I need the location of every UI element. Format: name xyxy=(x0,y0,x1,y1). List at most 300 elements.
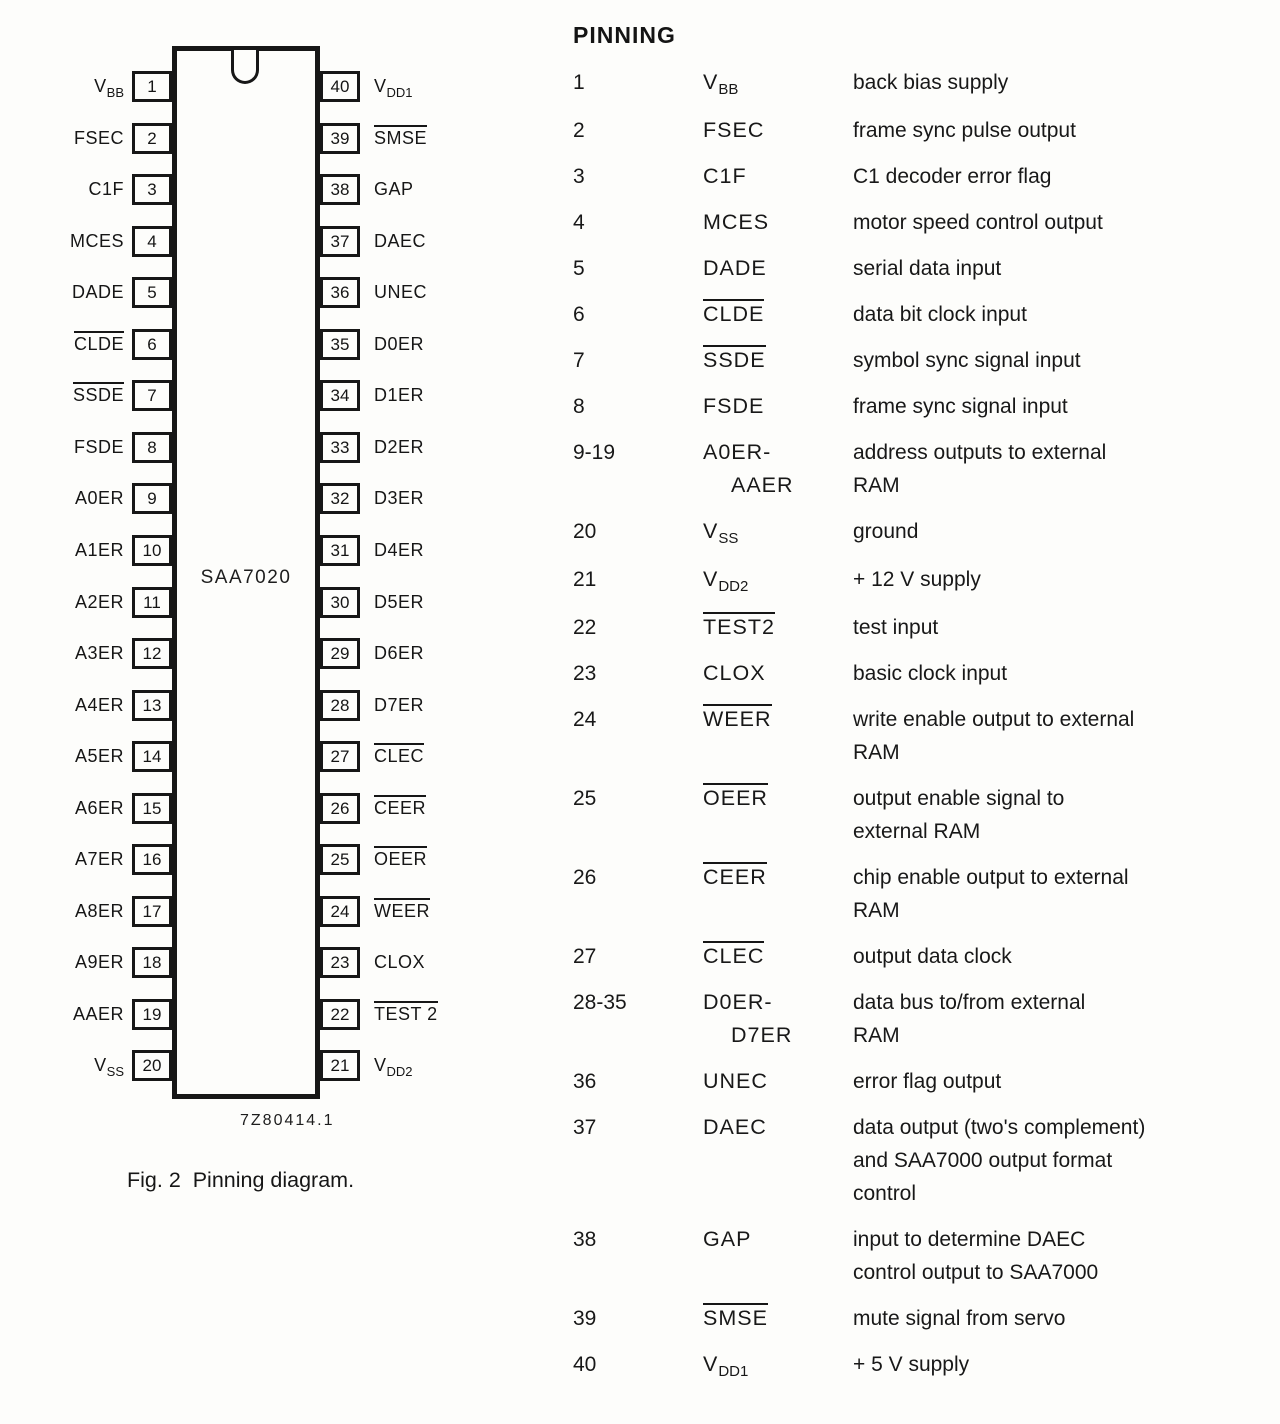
pin-box-32 xyxy=(320,483,360,514)
pin-number: 40 xyxy=(330,76,350,96)
pin-label-3 xyxy=(14,175,124,203)
pin-name-text: V xyxy=(703,567,719,591)
pin-number: 29 xyxy=(330,643,350,663)
table-row xyxy=(573,657,1268,690)
pin-box-36 xyxy=(320,277,360,308)
pin-name-text: A1ER xyxy=(74,540,124,560)
pin-label-22 xyxy=(374,1000,534,1028)
pin-name-cell xyxy=(703,114,853,147)
figure-caption: Fig. 2 Pinning diagram. xyxy=(127,1168,355,1192)
pin-name-line: D7ER xyxy=(731,1023,793,1047)
pin-name-text: A5ER xyxy=(74,746,124,766)
pin-number: 35 xyxy=(330,334,350,354)
pin-name-text: FSEC xyxy=(703,118,765,142)
pin-label-20 xyxy=(14,1051,124,1081)
pin-description-line: and SAA7000 output format xyxy=(853,1149,1113,1172)
pin-description-line: symbol sync signal input xyxy=(853,349,1081,372)
table-row xyxy=(573,611,1268,644)
pin-name-text: UNEC xyxy=(703,1069,768,1093)
pin-description-cell xyxy=(853,206,1268,239)
pin-number-cell: 39 xyxy=(573,1307,597,1330)
pin-name-cell xyxy=(703,1111,853,1210)
pin-name-cell xyxy=(703,1302,853,1335)
pin-label-26 xyxy=(374,794,534,822)
pin-number-cell: 23 xyxy=(573,662,597,685)
pin-number-cell: 4 xyxy=(573,211,585,234)
pin-description-line: control output to SAA7000 xyxy=(853,1261,1099,1284)
pin-name-text: D5ER xyxy=(374,592,425,612)
pin-description-cell xyxy=(853,160,1268,193)
pin-name-text: D7ER xyxy=(374,695,425,715)
pin-number: 26 xyxy=(330,798,350,818)
pin-box-20 xyxy=(132,1050,172,1081)
table-row xyxy=(573,206,1268,239)
pin-description-line: data bit clock input xyxy=(853,303,1027,326)
pin-name-text: FSDE xyxy=(703,394,765,418)
pin-number-cell: 22 xyxy=(573,616,597,639)
pin-description-line: back bias supply xyxy=(853,71,1009,94)
pin-name-text: DAEC xyxy=(374,231,427,251)
pin-number: 11 xyxy=(143,592,161,612)
pin-name-text: D0ER xyxy=(374,334,425,354)
pin-name-text: UNEC xyxy=(374,282,428,302)
pin-name-subscript: DD2 xyxy=(386,1064,413,1079)
pin-number: 36 xyxy=(330,282,350,302)
pin-name-cell xyxy=(703,390,853,423)
pin-name-cell xyxy=(703,160,853,193)
pin-name-text: V xyxy=(374,76,387,96)
pin-name-cell xyxy=(703,657,853,690)
pin-label-17 xyxy=(14,897,124,925)
table-row xyxy=(573,436,1268,502)
table-row xyxy=(573,1348,1268,1383)
pin-name-text: CLDE xyxy=(703,299,764,327)
table-row xyxy=(573,986,1268,1052)
pin-number-cell: 37 xyxy=(573,1116,597,1139)
pin-label-40 xyxy=(374,72,534,102)
pin-number-cell: 21 xyxy=(573,568,597,591)
pin-label-6 xyxy=(14,330,124,358)
pin-name-text: OEER xyxy=(374,846,427,870)
pin-name-cell xyxy=(703,861,853,927)
pin-number: 25 xyxy=(330,849,350,869)
pin-description-line: control xyxy=(853,1182,917,1205)
pin-box-13 xyxy=(132,690,172,721)
pin-number: 3 xyxy=(147,179,157,199)
pin-name-text: V xyxy=(374,1055,387,1075)
pin-number: 1 xyxy=(147,76,157,96)
pin-label-21 xyxy=(374,1051,534,1081)
pin-label-37 xyxy=(374,227,534,255)
drawing-number: 7Z80414.1 xyxy=(240,1112,335,1129)
pin-number: 15 xyxy=(142,798,162,818)
pin-name-text: MCES xyxy=(69,231,124,251)
pin-number: 38 xyxy=(330,179,350,199)
table-row xyxy=(573,861,1268,927)
pin-label-15 xyxy=(14,794,124,822)
pin-label-33 xyxy=(374,433,534,461)
pin-number-cell: 38 xyxy=(573,1228,597,1251)
pin-name-text: D4ER xyxy=(374,540,425,560)
pin-name-text: CEER xyxy=(703,862,767,890)
pin-number: 2 xyxy=(147,128,157,148)
pin-name-text: D2ER xyxy=(374,437,425,457)
table-row xyxy=(573,1302,1268,1335)
pin-number: 37 xyxy=(330,231,350,251)
pin-name-cell xyxy=(703,515,853,550)
pin-description-cell xyxy=(853,436,1268,502)
pin-description-line: input to determine DAEC xyxy=(853,1228,1086,1251)
table-row xyxy=(573,1111,1268,1210)
pin-box-29 xyxy=(320,638,360,669)
pin-name-text: C1F xyxy=(703,164,747,188)
pin-label-23 xyxy=(374,948,534,976)
pin-name-text: V xyxy=(94,1055,107,1075)
pin-name-subscript: BB xyxy=(106,85,124,100)
pin-number: 31 xyxy=(330,540,350,560)
pin-name-text: CEER xyxy=(374,795,426,819)
pin-box-22 xyxy=(320,999,360,1030)
pin-number-cell: 28-35 xyxy=(573,991,627,1014)
pin-name-text: A7ER xyxy=(74,849,124,869)
pin-name-text: GAP xyxy=(703,1227,752,1251)
table-row xyxy=(573,515,1268,550)
pin-box-23 xyxy=(320,947,360,978)
chip-name: SAA7020 xyxy=(200,567,292,588)
pin-description-cell xyxy=(853,66,1268,101)
pin-label-14 xyxy=(14,742,124,770)
pin-description-cell xyxy=(853,114,1268,147)
pin-description-line: motor speed control output xyxy=(853,211,1103,234)
pin-number: 16 xyxy=(142,849,162,869)
pin-number: 23 xyxy=(330,952,350,972)
pin-number-cell: 7 xyxy=(573,349,585,372)
pin-name-text: SSDE xyxy=(703,345,766,373)
pin-number: 39 xyxy=(330,128,350,148)
pin-label-34 xyxy=(374,381,534,409)
pin-box-11 xyxy=(132,587,172,618)
pin-label-11 xyxy=(14,588,124,616)
pin-name-cell xyxy=(703,611,853,644)
pin-name-text: CLOX xyxy=(703,661,766,685)
pin-name-line: AAER xyxy=(731,473,794,497)
pin-number-cell: 3 xyxy=(573,165,585,188)
pin-box-30 xyxy=(320,587,360,618)
pin-label-27 xyxy=(374,742,534,770)
pin-number: 7 xyxy=(147,385,157,405)
chip-outline xyxy=(172,46,320,1099)
pin-number: 4 xyxy=(147,231,157,251)
table-row xyxy=(573,66,1268,101)
pin-label-4 xyxy=(14,227,124,255)
pin-number-cell: 20 xyxy=(573,520,597,543)
pin-name-cell xyxy=(703,1065,853,1098)
pin-box-16 xyxy=(132,844,172,875)
pin-name-text: A6ER xyxy=(74,798,124,818)
pin-box-3 xyxy=(132,174,172,205)
pin-name-text: C1F xyxy=(88,179,124,199)
pin-description-cell xyxy=(853,1111,1268,1210)
pin-label-10 xyxy=(14,536,124,564)
pin-description-line: external RAM xyxy=(853,820,981,843)
pin-number: 32 xyxy=(330,488,350,508)
pin-name-text: D3ER xyxy=(374,488,425,508)
pin-description-line: data output (two's complement) xyxy=(853,1116,1146,1139)
pin-label-36 xyxy=(374,278,534,306)
pin-name-text: V xyxy=(703,1352,719,1376)
pin-name-text: DADE xyxy=(71,282,124,302)
pin-name-cell xyxy=(703,563,853,598)
pin-label-19 xyxy=(14,1000,124,1028)
table-row xyxy=(573,298,1268,331)
pin-name-text: CLOX xyxy=(374,952,426,972)
pin-name-text: CLDE xyxy=(74,331,124,355)
pin-box-8 xyxy=(132,432,172,463)
pin-number-cell: 24 xyxy=(573,708,597,731)
pin-name-text: TEST2 xyxy=(703,612,775,640)
pin-number-cell: 6 xyxy=(573,303,585,326)
pin-name-text: A0ER xyxy=(74,488,124,508)
pin-description-cell xyxy=(853,1223,1268,1289)
pin-number: 12 xyxy=(142,643,162,663)
pinning-rows xyxy=(573,66,1268,1383)
pin-description-cell xyxy=(853,390,1268,423)
pin-number-cell: 27 xyxy=(573,945,597,968)
pin-name-text: V xyxy=(703,70,719,94)
pin-description-cell xyxy=(853,1348,1268,1383)
pin-description-cell xyxy=(853,657,1268,690)
pin-label-18 xyxy=(14,948,124,976)
pin-name-text: TEST 2 xyxy=(374,1001,438,1025)
pin-name-text: AAER xyxy=(72,1004,124,1024)
pin-label-29 xyxy=(374,639,534,667)
pin-name-text: A8ER xyxy=(74,901,124,921)
pin-number: 6 xyxy=(147,334,157,354)
pin-description-cell xyxy=(853,611,1268,644)
pin-name-cell xyxy=(703,344,853,377)
pin-number: 8 xyxy=(147,437,157,457)
pin-description-cell xyxy=(853,986,1268,1052)
pin-name-text: V xyxy=(703,519,719,543)
pin-box-40 xyxy=(320,71,360,102)
pin-name-text: GAP xyxy=(374,179,414,199)
table-row xyxy=(573,703,1268,769)
pin-name-cell xyxy=(703,1348,853,1383)
pin-box-28 xyxy=(320,690,360,721)
table-row xyxy=(573,940,1268,973)
pin-number: 24 xyxy=(330,901,350,921)
pin-box-6 xyxy=(132,329,172,360)
pin-label-2 xyxy=(14,124,124,152)
table-row xyxy=(573,1223,1268,1289)
pin-number-cell: 26 xyxy=(573,866,597,889)
table-row xyxy=(573,1065,1268,1098)
table-row xyxy=(573,782,1268,848)
pin-number: 19 xyxy=(142,1004,162,1024)
pin-name-line: A0ER- xyxy=(703,440,772,464)
pin-description-cell xyxy=(853,782,1268,848)
pin-name-text: WEER xyxy=(703,704,772,732)
pin-description-line: C1 decoder error flag xyxy=(853,165,1052,188)
pin-number: 33 xyxy=(330,437,350,457)
pin-box-21 xyxy=(320,1050,360,1081)
pin-name-text: DAEC xyxy=(703,1115,767,1139)
pin-number-cell: 2 xyxy=(573,119,585,142)
pin-number-cell: 40 xyxy=(573,1353,597,1376)
pin-description-cell xyxy=(853,1065,1268,1098)
pin-name-text: FSDE xyxy=(73,437,124,457)
pin-label-1 xyxy=(14,72,124,102)
table-row xyxy=(573,160,1268,193)
pin-name-text: A4ER xyxy=(74,695,124,715)
pin-label-9 xyxy=(14,484,124,512)
pin-description-line: frame sync signal input xyxy=(853,395,1068,418)
pin-name-subscript: BB xyxy=(718,81,739,98)
pin-description-line: + 12 V supply xyxy=(853,568,981,591)
pin-name-text: OEER xyxy=(703,783,768,811)
pin-name-subscript: DD1 xyxy=(718,1363,749,1380)
pin-name-cell xyxy=(703,298,853,331)
pin-number: 27 xyxy=(330,746,350,766)
pin-number: 22 xyxy=(330,1004,350,1024)
pin-name-text: CLEC xyxy=(374,743,424,767)
pin-label-7 xyxy=(14,381,124,409)
pin-description-line: error flag output xyxy=(853,1070,1002,1093)
pin-box-19 xyxy=(132,999,172,1030)
pin-number: 18 xyxy=(142,952,162,972)
pin-name-text: A2ER xyxy=(74,592,124,612)
pin-description-line: + 5 V supply xyxy=(853,1353,970,1376)
pin-box-12 xyxy=(132,638,172,669)
pin-name-subscript: SS xyxy=(106,1064,124,1079)
pin-description-cell xyxy=(853,515,1268,550)
pin-box-24 xyxy=(320,896,360,927)
pin-description-line: address outputs to external xyxy=(853,441,1107,464)
pin-label-28 xyxy=(374,691,534,719)
pin-name-text: FSEC xyxy=(73,128,124,148)
pin-number: 21 xyxy=(330,1055,350,1075)
pin-description-line: frame sync pulse output xyxy=(853,119,1076,142)
pin-description-cell xyxy=(853,252,1268,285)
pin-box-27 xyxy=(320,741,360,772)
pin-number: 14 xyxy=(142,746,162,766)
pin-label-38 xyxy=(374,175,534,203)
pin-number: 13 xyxy=(142,695,162,715)
pin-number-cell: 25 xyxy=(573,787,597,810)
pin-name-text: SMSE xyxy=(703,1303,768,1331)
pin-number: 17 xyxy=(142,901,162,921)
pin-box-2 xyxy=(132,123,172,154)
pin-number: 10 xyxy=(142,540,162,560)
pin-number: 30 xyxy=(330,592,350,612)
pin-description-line: serial data input xyxy=(853,257,1002,280)
pin-name-cell xyxy=(703,703,853,769)
pin-description-cell xyxy=(853,940,1268,973)
pin-box-5 xyxy=(132,277,172,308)
pin-number: 28 xyxy=(330,695,350,715)
pin-name-text: D6ER xyxy=(374,643,425,663)
pin-name-subscript: DD1 xyxy=(386,85,413,100)
pin-name-cell xyxy=(703,1223,853,1289)
pin-name-text: A3ER xyxy=(74,643,124,663)
pin-name-cell xyxy=(703,986,853,1052)
pin-name-cell xyxy=(703,436,853,502)
pin-box-26 xyxy=(320,793,360,824)
pin-box-39 xyxy=(320,123,360,154)
pin-description-line: basic clock input xyxy=(853,662,1008,685)
pin-name-subscript: SS xyxy=(718,530,739,547)
pin-name-text: MCES xyxy=(703,210,770,234)
pin-box-18 xyxy=(132,947,172,978)
pinning-table xyxy=(573,22,1268,1396)
pin-number-cell: 8 xyxy=(573,395,585,418)
pin-description-cell xyxy=(853,563,1268,598)
pin-label-12 xyxy=(14,639,124,667)
pinning-title: PINNING xyxy=(573,22,676,48)
pin-description-cell xyxy=(853,344,1268,377)
pin-box-33 xyxy=(320,432,360,463)
pin-description-line: mute signal from servo xyxy=(853,1307,1066,1330)
pin-number: 5 xyxy=(147,282,157,302)
pin-number-cell: 36 xyxy=(573,1070,597,1093)
pin-label-8 xyxy=(14,433,124,461)
pin-name-cell xyxy=(703,252,853,285)
pin-number-cell: 5 xyxy=(573,257,585,280)
table-row xyxy=(573,252,1268,285)
table-row xyxy=(573,344,1268,377)
pin-box-15 xyxy=(132,793,172,824)
pin-label-16 xyxy=(14,845,124,873)
pin-number: 34 xyxy=(330,385,350,405)
pin-description-cell xyxy=(853,703,1268,769)
pin-number-cell: 1 xyxy=(573,71,585,94)
pin-label-24 xyxy=(374,897,534,925)
pin-box-31 xyxy=(320,535,360,566)
pin-label-13 xyxy=(14,691,124,719)
pin-description-line: RAM xyxy=(853,1024,900,1047)
pin-box-17 xyxy=(132,896,172,927)
table-row xyxy=(573,563,1268,598)
pin-label-35 xyxy=(374,330,534,358)
pin-box-34 xyxy=(320,380,360,411)
pin-label-32 xyxy=(374,484,534,512)
pin-name-subscript: DD2 xyxy=(718,578,749,595)
pin-name-text: SMSE xyxy=(374,125,427,149)
pin-box-9 xyxy=(132,483,172,514)
pin-number: 20 xyxy=(142,1055,162,1075)
pin-label-30 xyxy=(374,588,534,616)
pin-box-25 xyxy=(320,844,360,875)
chip-notch xyxy=(231,50,259,84)
pin-name-text: WEER xyxy=(374,898,430,922)
pin-description-cell xyxy=(853,861,1268,927)
pin-box-1 xyxy=(132,71,172,102)
pin-description-line: output enable signal to xyxy=(853,787,1065,810)
pin-box-37 xyxy=(320,226,360,257)
pin-label-39 xyxy=(374,124,534,152)
pin-description-line: write enable output to external xyxy=(853,708,1135,731)
pin-description-line: chip enable output to external xyxy=(853,866,1129,889)
pin-box-7 xyxy=(132,380,172,411)
pin-name-text: V xyxy=(94,76,107,96)
pin-description-line: data bus to/from external xyxy=(853,991,1086,1014)
pin-name-text: D1ER xyxy=(374,385,425,405)
pin-description-line: RAM xyxy=(853,899,900,922)
pin-number-cell: 9-19 xyxy=(573,441,616,464)
pin-name-cell xyxy=(703,66,853,101)
pin-description-line: test input xyxy=(853,616,939,639)
pin-name-text: SSDE xyxy=(73,382,124,406)
